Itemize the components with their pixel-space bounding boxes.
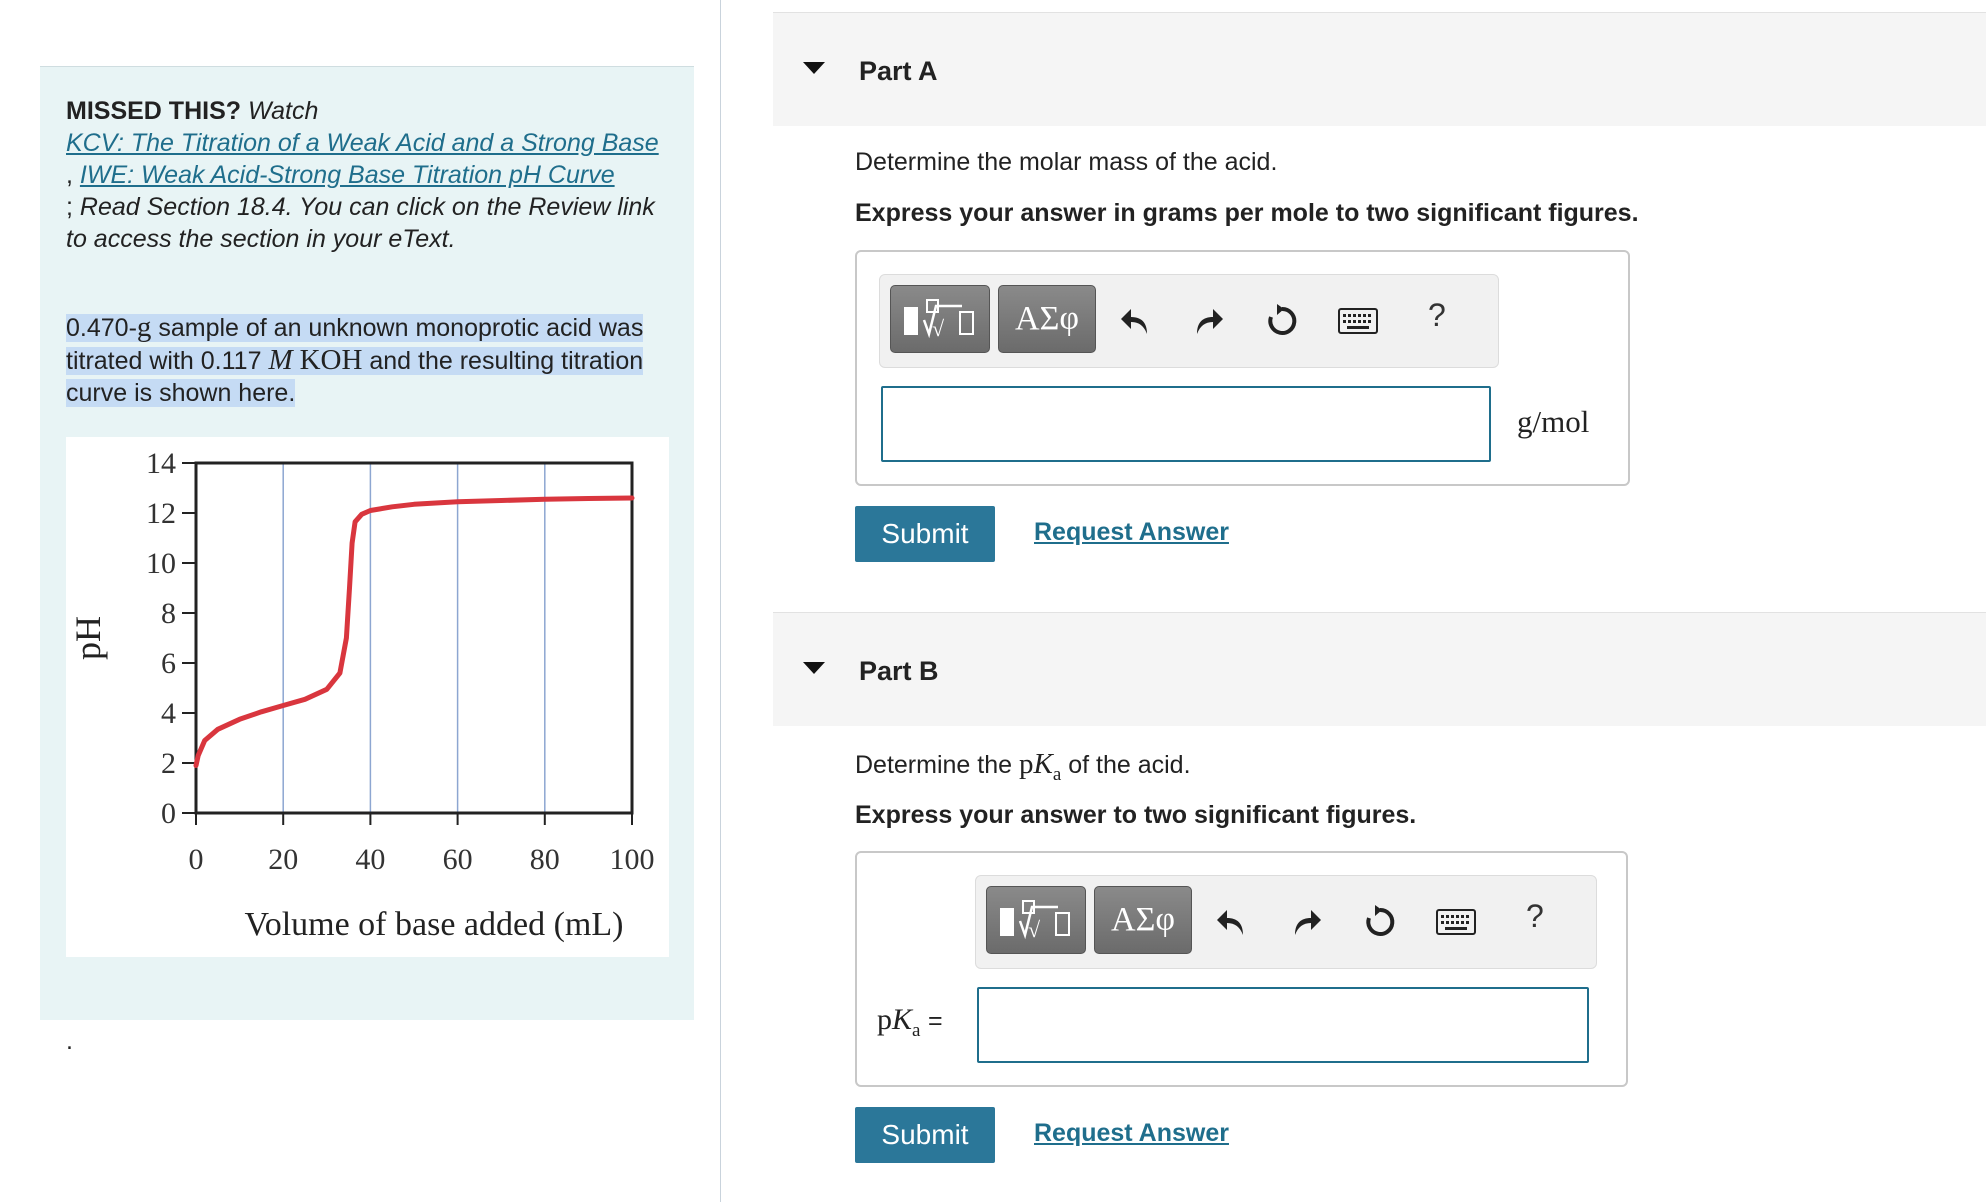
y-tick-label-12: 12: [146, 497, 176, 530]
greek-symbols-button[interactable]: ΑΣφ: [998, 285, 1096, 353]
svg-text:√: √: [1028, 917, 1041, 942]
problem-text-1: sample of an unknown monoprotic acid was titrated with 0.117: [66, 314, 644, 375]
x-tick-label-0: 0: [188, 843, 204, 876]
missed-label: MISSED THIS?: [66, 97, 242, 125]
x-tick-label-80: 80: [529, 843, 560, 876]
part-b-toolbar: [975, 875, 1597, 969]
undo-icon[interactable]: [1212, 902, 1252, 942]
titration-curve-line: [196, 498, 632, 766]
part-b-prompt-post: of the acid.: [1068, 751, 1191, 779]
keyboard-icon[interactable]: [1338, 301, 1378, 341]
part-a-request-answer-link[interactable]: Request Answer: [1034, 518, 1229, 546]
problem-text-2: and the resulting titration curve is shown here.: [66, 347, 644, 407]
y-axis-label: pH: [68, 616, 108, 660]
keyboard-icon[interactable]: [1436, 902, 1476, 942]
templates-button[interactable]: [890, 285, 990, 353]
part-b-prompt: [855, 748, 1191, 786]
x-tick-label-40: 40: [355, 843, 386, 876]
greek-symbols-button[interactable]: ΑΣφ: [1094, 886, 1192, 954]
part-a-submit-button[interactable]: Submit: [855, 506, 995, 562]
part-b-request-answer-link[interactable]: Request Answer: [1034, 1119, 1229, 1147]
mass-unit: g: [136, 311, 152, 343]
svg-text:√: √: [932, 316, 945, 341]
reset-icon[interactable]: [1262, 301, 1302, 341]
separator-comma: ,: [66, 161, 73, 189]
y-tick-label-8: 8: [161, 597, 176, 630]
column-divider: [720, 0, 721, 1202]
hint-box: [40, 66, 694, 1055]
part-a-answer-card: [855, 250, 1630, 486]
part-a-title: Part A: [859, 56, 938, 86]
equals-sign: =: [927, 1007, 943, 1035]
part-a-toolbar: [879, 274, 1499, 368]
y-tick-label-0: 0: [161, 797, 176, 830]
unit-label: g/mol: [1517, 404, 1590, 439]
redo-icon[interactable]: [1286, 902, 1326, 942]
kcv-link[interactable]: KCV: The Titration of a Weak Acid and a Strong Base: [66, 129, 659, 157]
hint-text: [66, 95, 666, 255]
x-tick-label-60: 60: [442, 843, 473, 876]
sample-mass: 0.470: [66, 314, 129, 342]
y-tick-label-10: 10: [146, 547, 176, 580]
plot-frame: [196, 463, 632, 813]
x-tick-label-20: 20: [268, 843, 299, 876]
pka-input[interactable]: [977, 987, 1589, 1063]
x-axis-label: Volume of base added (mL): [244, 906, 624, 943]
titration-chart: [66, 437, 669, 957]
part-b-title: Part B: [859, 656, 939, 686]
pka-input-label: $pK_a$ =: [877, 1003, 943, 1041]
help-button[interactable]: ?: [1428, 297, 1446, 333]
separator-semicolon: ;: [66, 193, 73, 221]
y-tick-label-4: 4: [161, 697, 176, 730]
x-tick-label-100: 100: [609, 843, 655, 876]
part-b-prompt-pre: Determine the: [855, 751, 1013, 779]
y-tick-label-14: 14: [146, 447, 176, 480]
part-b-header[interactable]: [773, 612, 1986, 726]
molar-mass-input[interactable]: [881, 386, 1491, 462]
templates-button[interactable]: [986, 886, 1086, 954]
templates-icon: [900, 294, 980, 344]
part-b-instruction: Express your answer to two significant figures.: [855, 801, 1417, 829]
part-b-answer-card: [855, 851, 1628, 1087]
undo-icon[interactable]: [1116, 301, 1156, 341]
base-formula: KOH: [299, 344, 363, 376]
iwe-link[interactable]: IWE: Weak Acid-Strong Base Titration pH Curve: [79, 161, 615, 189]
help-button[interactable]: ?: [1526, 898, 1544, 934]
problem-statement: 0.470-g sample of an unknown monoprotic acid was titrated with 0.117 M KOH and the resulting titration curve is shown here.: [66, 311, 644, 407]
molarity-symbol: M: [268, 344, 293, 376]
watch-label: Watch: [247, 97, 319, 125]
caret-down-icon[interactable]: [803, 662, 825, 674]
part-a-header[interactable]: [773, 12, 1986, 126]
y-tick-label-6: 6: [161, 647, 176, 680]
read-section-text: Read Section 18.4. You can click on the Review link to access the section in your eText.: [66, 193, 655, 253]
caret-down-icon[interactable]: [803, 62, 825, 74]
part-a-prompt: Determine the molar mass of the acid.: [855, 148, 1278, 176]
pka-symbol: $pK_a$: [1018, 748, 1062, 785]
y-tick-label-2: 2: [161, 747, 176, 780]
left-panel: [0, 0, 720, 1202]
part-b-submit-button[interactable]: Submit: [855, 1107, 995, 1163]
reset-icon[interactable]: [1360, 902, 1400, 942]
part-a-instruction: Express your answer in grams per mole to two significant figures.: [855, 199, 1639, 227]
titration-chart-svg: [66, 437, 669, 957]
redo-icon[interactable]: [1188, 301, 1228, 341]
trailing-period: .: [66, 1027, 73, 1055]
templates-icon: [996, 895, 1076, 945]
